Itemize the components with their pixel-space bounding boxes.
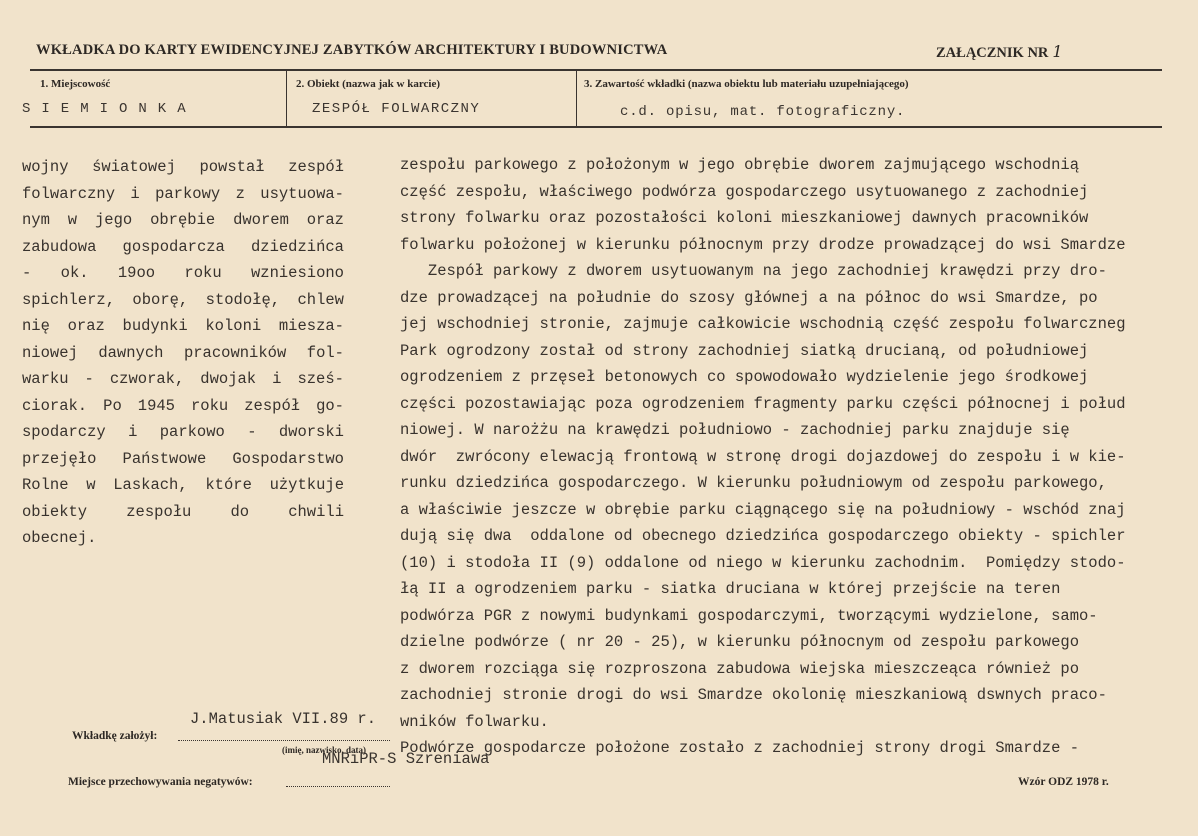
text-line: część zespołu, właściwego podwórza gospodarczego usytuowanego z zachodniej: [400, 182, 1089, 201]
text-line: [22, 366, 344, 393]
storage-value: MNRiPR-S Szreniawa: [322, 750, 490, 768]
founder-value: J.Matusiak VII.89 r.: [190, 710, 377, 728]
text-line: zespołu parkowego z położonym w jego obrębie dworem zajmującego wschodnią: [400, 156, 1080, 174]
form-code: Wzór ODZ 1978 r.: [1018, 776, 1109, 788]
word: sześ-: [297, 370, 344, 388]
text-line: Zespół parkowy z dworem usytuowanym na jego zachodniej krawędzi przy dro-: [400, 262, 1107, 280]
word: go-: [316, 396, 344, 415]
word: Po: [103, 396, 122, 415]
word: przejęło: [22, 449, 97, 468]
word: Gospodarstwo: [232, 449, 344, 468]
text-line: strony folwarku oraz pozostałości koloni mieszkaniowej dawnych pracowników: [400, 209, 1089, 227]
word: koloni: [205, 317, 262, 335]
word: dworski: [278, 423, 344, 441]
header-bottom-rule: [30, 126, 1162, 128]
text-line: części pozostawiając poza ogrodzeniem fragmenty parku części północnej i połud: [400, 394, 1126, 413]
text-line: Park ogrodzony został od strony zachodniej siatką drucianą, od południowej: [400, 341, 1089, 360]
word: dwojak: [200, 370, 257, 388]
text-line: obecnej.: [22, 529, 97, 547]
field-divider-1: [286, 70, 287, 127]
word: zabudowa: [22, 237, 97, 256]
word: -: [247, 423, 257, 441]
word: oborę,: [132, 290, 189, 309]
text-line: Podwórze gospodarcze położone zostało z zachodniej strony drogi Smardze -: [400, 739, 1080, 757]
annex-label: [936, 42, 1063, 62]
word: zespół: [288, 158, 344, 176]
word: fol-: [306, 343, 344, 362]
word: czworak,: [109, 370, 185, 388]
word: usytuowa-: [260, 184, 344, 203]
word: Rolne: [22, 476, 69, 494]
word: użytkuje: [269, 476, 344, 494]
word: jego: [94, 211, 133, 229]
storage-dotted-line: [286, 786, 390, 787]
object-label: 2. Obiekt (nazwa jak w karcie): [296, 78, 441, 90]
storage-label: Miejsce przechowywania negatywów:: [68, 776, 253, 788]
text-line: dwór zwrócony elewacją frontową w stronę drogi dojazdowej do zespołu i w kie-: [400, 447, 1126, 466]
word: które: [205, 476, 252, 494]
word: i: [272, 370, 282, 388]
word: warku: [22, 370, 69, 388]
word: w: [86, 476, 96, 494]
locality-label: 1. Miejscowość: [40, 78, 111, 90]
word: i: [130, 184, 140, 203]
word: 19oo: [117, 264, 156, 282]
field-divider-2: [576, 70, 577, 127]
text-line: [22, 472, 344, 499]
text-line: wników folwarku.: [400, 712, 549, 731]
word: zespół: [244, 396, 301, 415]
word: gospodarcza: [122, 237, 225, 256]
text-line: [22, 207, 344, 234]
text-line: [22, 181, 344, 208]
word: zespołu: [126, 502, 192, 521]
word: dworem: [233, 211, 289, 229]
word: Państwowe: [122, 449, 207, 468]
text-line: ogrodzeniem z przęseł betonowych co spowodowało wydzielenie jego środkowej: [400, 368, 1089, 386]
word: -: [22, 264, 32, 282]
locality-value: SIEMIONKA: [22, 101, 197, 117]
text-line: [22, 340, 344, 367]
text-line: dują się dwa oddalone od obecnego dziedzińca gospodarczego obiekty - spichler: [400, 527, 1126, 545]
left-column-text: [22, 154, 344, 552]
text-line: [22, 234, 344, 261]
word: nym: [22, 211, 50, 229]
word: chwili: [288, 502, 344, 521]
form-title: WKŁADKA DO KARTY EWIDENCYJNEJ ZABYTKÓW ARCHITEKTURY I BUDOWNICTWA: [36, 42, 668, 58]
word: do: [230, 502, 250, 521]
word: roku: [184, 264, 222, 282]
annex-label-text: ZAŁĄCZNIK NR: [936, 45, 1049, 61]
text-line: dze prowadzącej na południe do szosy głównej a na północ do wsi Smardze, po: [400, 288, 1098, 307]
word: oraz: [306, 211, 344, 229]
word: miesza-: [278, 317, 344, 335]
word: stodołę,: [205, 290, 281, 309]
word: oraz: [67, 317, 105, 335]
text-line: jej wschodniej stronie, zajmuje całkowicie wschodnią część zespołu folwarczneg: [400, 315, 1126, 333]
founder-dotted-line: [178, 740, 390, 741]
text-line: runku dziedzińca gospodarczego. W kierunku południowym od zespołu parkowego,: [400, 474, 1107, 492]
text-line: zachodniej stronie drogi do wsi Smardze okolonię mieszkaniową dswnych praco-: [400, 686, 1107, 704]
word: chlew: [297, 290, 344, 309]
text-line: z dworem rozciąga się rozproszona zabudowa wiejska mieszczeąca również po: [400, 659, 1080, 678]
text-line: [22, 419, 344, 446]
word: w: [67, 211, 78, 229]
word: parkowy: [155, 184, 221, 203]
text-line: podwórza PGR z nowymi budynkami gospodarczymi, tworzącymi wydzielone, samo-: [400, 606, 1098, 625]
word: i: [128, 423, 138, 441]
word: parkowo: [159, 423, 225, 441]
word: pracowników: [183, 343, 287, 362]
word: światowej: [92, 158, 176, 176]
word: Laskach,: [113, 476, 188, 494]
word: spichlerz,: [22, 290, 116, 309]
object-value: ZESPÓŁ FOLWARCZNY: [312, 101, 481, 117]
text-line: a właściwie jeszcze w obrębie parku ciągnącego się na południowy - wschód znaj: [400, 500, 1126, 519]
word: ok.: [60, 264, 89, 282]
word: 1945: [137, 396, 175, 415]
word: dawnych: [98, 343, 164, 362]
right-column-text: [400, 152, 1180, 762]
text-line: [22, 446, 344, 473]
word: obiekty: [22, 502, 88, 521]
text-line: niowej. W narożżu na krawędzi południowo - zachodniej parku znajduje się: [400, 421, 1070, 439]
text-line: [22, 287, 344, 314]
text-line: dzielne podwórze ( nr 20 - 25), w kierunku północnym od zespołu parkowego: [400, 633, 1080, 651]
word: roku: [191, 396, 229, 415]
contents-label: 3. Zawartość wkładki (nazwa obiektu lub materiału uzupełniającego): [584, 78, 909, 90]
word: budynki: [122, 317, 188, 335]
text-line: (10) i stodoła II (9) oddalone od niego w kierunku zachodnim. Pomiędzy stodo-: [400, 553, 1126, 572]
header-top-rule: [30, 69, 1162, 71]
founder-label: Wkładkę założył:: [72, 730, 158, 742]
word: obrębie: [150, 211, 216, 229]
word: wojny: [22, 158, 69, 176]
word: dziedzińca: [250, 237, 344, 256]
word: nię: [22, 317, 50, 335]
text-line: folwarku położonej w kierunku północnym przy drodze prowadzącej do wsi Smardze: [400, 235, 1126, 254]
word: -: [84, 370, 94, 388]
founder-sublabel: (imię, nazwisko, data): [282, 745, 366, 755]
word: wzniesiono: [250, 264, 344, 282]
contents-value: c.d. opisu, mat. fotograficzny.: [620, 104, 906, 120]
word: niowej: [22, 343, 78, 362]
word: ciorak.: [22, 396, 88, 415]
text-line: [22, 154, 344, 181]
text-line: [22, 313, 344, 340]
text-line: [22, 260, 344, 287]
word: folwarczny: [22, 184, 116, 203]
text-line: [22, 499, 344, 526]
word: spodarczy: [22, 423, 106, 441]
text-line: [22, 393, 344, 420]
text-line: łą II a ogrodzeniem parku - siatka druciana w której przejście na teren: [400, 580, 1061, 598]
word: powstał: [199, 158, 265, 176]
word: z: [235, 184, 245, 203]
annex-number: 1: [1052, 42, 1063, 61]
